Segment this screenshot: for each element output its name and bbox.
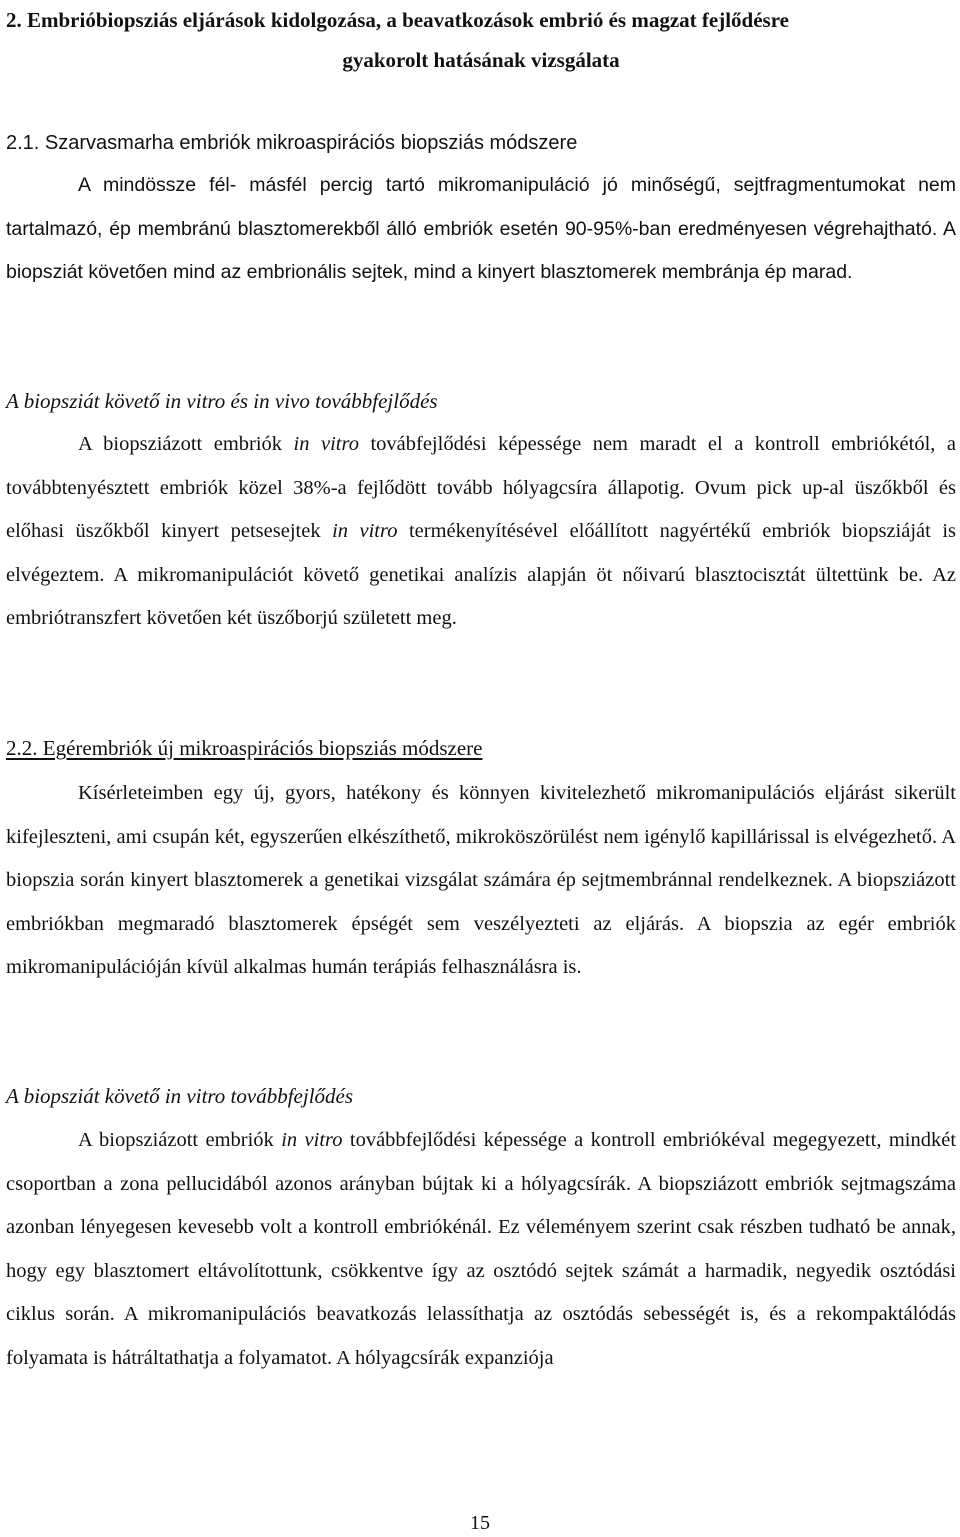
section-2-1-heading: 2.1. Szarvasmarha embriók mikroaspirációs biopsziás módszere [6, 132, 578, 154]
subsection-1-paragraph [6, 423, 956, 641]
section-2-2-text: Kísérleteimben egy új, gyors, hatékony és könnyen kivitelezhető mikromanipulációs eljárást sikerült kifejleszteni, ami csupán két, egyszerűen elkészíthető, mikroköszörülést nem igénylő kapillárissal is elvégezhető. A biopszia során kinyert blasztomerek a genetikai vizsgálat számára ép sejtmembránnal rendelkeznek. A biopsziázott embriókban megmaradó blasztomerek épségét sem veszélyezteti az eljárás. A biopszia az egér embriók mikromanipulációján kívül alkalmas humán terápiás felhasználásra is. [6, 782, 956, 978]
subsection-1-text-start: A biopsziázott embriók [78, 433, 294, 455]
subsection-2-em-1: in vitro [281, 1129, 343, 1151]
subsection-2-paragraph [6, 1119, 956, 1380]
subsection-1-em-2: in vitro [332, 520, 398, 542]
subsection-2-heading: A biopsziát követő in vitro továbbfejlődés [6, 1084, 354, 1108]
subsection-1-text-mid: továbfejlődési képessége nem maradt el a kontroll embriókétól, a továbbtenyésztett embriók közel 38%-a fejlődött tovább hólyagcsíra állapotig. Ovum pick up-al üszőkből és előhasi üszőkből kinyert petsesejtek [6, 433, 956, 542]
chapter-title-line-2: gyakorolt hatásának vizsgálata [342, 48, 620, 72]
section-2-2-heading: 2.2. Egérembriók új mikroaspirációs biopsziás módszere [6, 736, 483, 760]
section-2-1-paragraph [6, 164, 956, 295]
chapter-title [6, 0, 956, 80]
subsection-1-heading: A biopsziát követő in vitro és in vivo továbbfejlődés [6, 389, 438, 413]
subsection-2-text-start: A biopsziázott embriók [78, 1129, 282, 1151]
subsection-1-em-1: in vitro [293, 433, 359, 455]
section-2-1-text: A mindössze fél- másfél percig tartó mikromanipuláció jó minőségű, sejtfragmentumokat nem tartalmazó, ép membránú blasztomerekből álló embriók esetén 90-95%-ban eredményesen végrehajtható. A biopsziát követően mind az embrionális sejtek, mind a kinyert blasztomerek membránja ép marad. [6, 174, 956, 283]
subsection-1-text-end: termékenyítésével előállított nagyértékű embriók biopsziáját is elvégeztem. A mikromanipulációt követő genetikai analízis alapján öt nőivarú blasztocisztát ültettünk be. Az embriótranszfert követően két üszőborjú született meg. [6, 520, 957, 629]
page-number: 15 [470, 1512, 490, 1534]
section-2-2-paragraph [6, 772, 956, 990]
subsection-2-text-end: továbbfejlődési képessége a kontroll embriókéval megegyezett, mindkét csoportban a zona pellucidából azonos arányban bújtak ki a hólyagcsírák. A biopsziázott embriók sejtmagszáma azonban lényegesen kevesebb volt a kontroll embriókénál. Ez véleményem szerint csak részben tudható be annak, hogy egy blasztomert eltávolítottunk, csökkentve így az osztódó sejtek számát a harmadik, negyedik osztódási ciklus során. A mikromanipulációs beavatkozás lelassíthatja az osztódás sebességét is, és a rekompaktálódás folyamata is hátráltathatja a folyamatot. A hólyagcsírák expanziója [6, 1129, 957, 1369]
chapter-title-line-1: 2. Embrióbiopsziás eljárások kidolgozása, a beavatkozások embrió és magzat fejlődésre [6, 8, 789, 32]
